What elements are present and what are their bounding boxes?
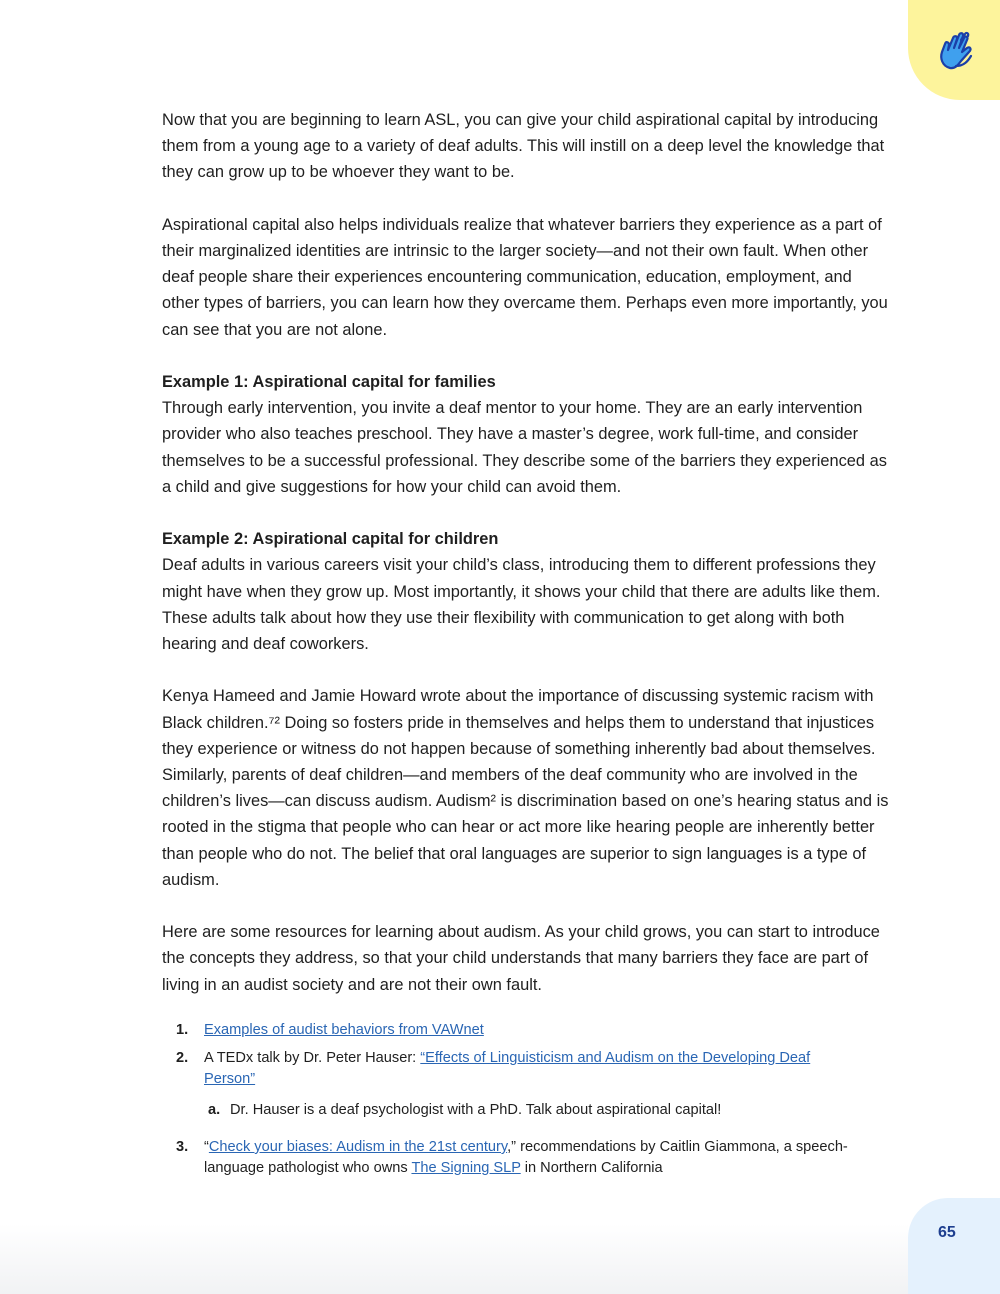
paragraph-audism: Kenya Hameed and Jamie Howard wrote about the importance of discussing systemic racism with Black children.⁷² Doing so fosters pride in themselves and helps them to understand that injustices they experience or witness do not happen because of something inherently bad about themselves. Similarly, parents of deaf children—and members of the deaf community who are involved in the children’s lives—can discuss audism. Audism² is discrimination based on one’s hearing status and is rooted in the stigma that people who can hear or act more like hearing people are inherently better than people who do not. The belief that oral languages are superior to sign languages is a type of audism.: [162, 687, 889, 889]
example-2: [162, 526, 892, 657]
signing-slp-link[interactable]: The Signing SLP: [411, 1160, 521, 1176]
example-1-heading: Example 1: Aspirational capital for families: [162, 373, 496, 391]
biases-article-link[interactable]: Check your biases: Audism in the 21st century: [208, 1139, 508, 1155]
tedx-prefix: A TEDx talk by Dr. Peter Hauser:: [204, 1050, 421, 1066]
list-number: 3.: [176, 1139, 189, 1155]
page-number-tab: [908, 1198, 1000, 1294]
tedx-talk-link[interactable]: “Effects of Linguisticism and Audism on the Developing Deaf Person”: [204, 1050, 811, 1087]
list-number: 1.: [176, 1022, 189, 1038]
main-text: [162, 107, 892, 1024]
list-number: 2.: [176, 1050, 189, 1066]
corner-tab: [908, 0, 1000, 100]
open-quote: “: [204, 1139, 209, 1155]
hands-sign-icon: [936, 28, 978, 72]
resource-item-1: [162, 1020, 862, 1041]
example-2-body: Deaf adults in various careers visit your child’s class, introducing them to different professions they might have when they grow up. Most importantly, it shows your child that there are adults like them. These adults talk about how they use their flexibility with communication to get along with both hearing and deaf coworkers.: [162, 556, 881, 654]
paragraph-resources-intro: Here are some resources for learning about audism. As your child grows, you can start to introduce the concepts they address, so that your child understands that many barriers they face are part of living in an audist society and are not their own fault.: [162, 923, 880, 994]
footer-fade: [0, 1224, 908, 1294]
resource-list: [162, 1020, 862, 1186]
resource-item-2: [162, 1048, 862, 1121]
page-number: 65: [938, 1224, 956, 1241]
paragraph-aspirational: Aspirational capital also helps individuals realize that whatever barriers they experience as a part of their marginalized identities are intrinsic to the larger society—and not their own fault. When other deaf people share their experiences encountering communication, education, employment, and other types of barriers, you can learn how they overcame them. Perhaps even more importantly, you can see that you are not alone.: [162, 215, 888, 339]
example-1: [162, 369, 892, 500]
item-3-middle: ,” recommendations by Caitlin Giammona, a speech-language pathologist who owns: [204, 1139, 848, 1176]
paragraph-intro: Now that you are beginning to learn ASL, you can give your child aspirational capital by introducing them from a young age to a variety of deaf adults. This will instill on a deep level the knowledge that they can grow up to be whoever they want to be.: [162, 111, 885, 182]
resource-subitem-a: [204, 1100, 862, 1121]
vawnet-link[interactable]: Examples of audist behaviors from VAWnet: [204, 1022, 484, 1038]
sub-list-letter: a.: [208, 1102, 221, 1118]
item-3-suffix: in Northern California: [520, 1160, 663, 1176]
example-2-heading: Example 2: Aspirational capital for children: [162, 530, 499, 549]
example-1-body: Through early intervention, you invite a deaf mentor to your home. They are an early intervention provider who also teaches preschool. They have a master’s degree, work full-time, and consider themselves to be a successful professional. They describe some of the barriers they experienced as a child and give suggestions for how your child can avoid them.: [162, 399, 887, 496]
resource-item-3: [162, 1137, 862, 1179]
sub-item-text: Dr. Hauser is a deaf psychologist with a PhD. Talk about aspirational capital!: [230, 1102, 722, 1118]
